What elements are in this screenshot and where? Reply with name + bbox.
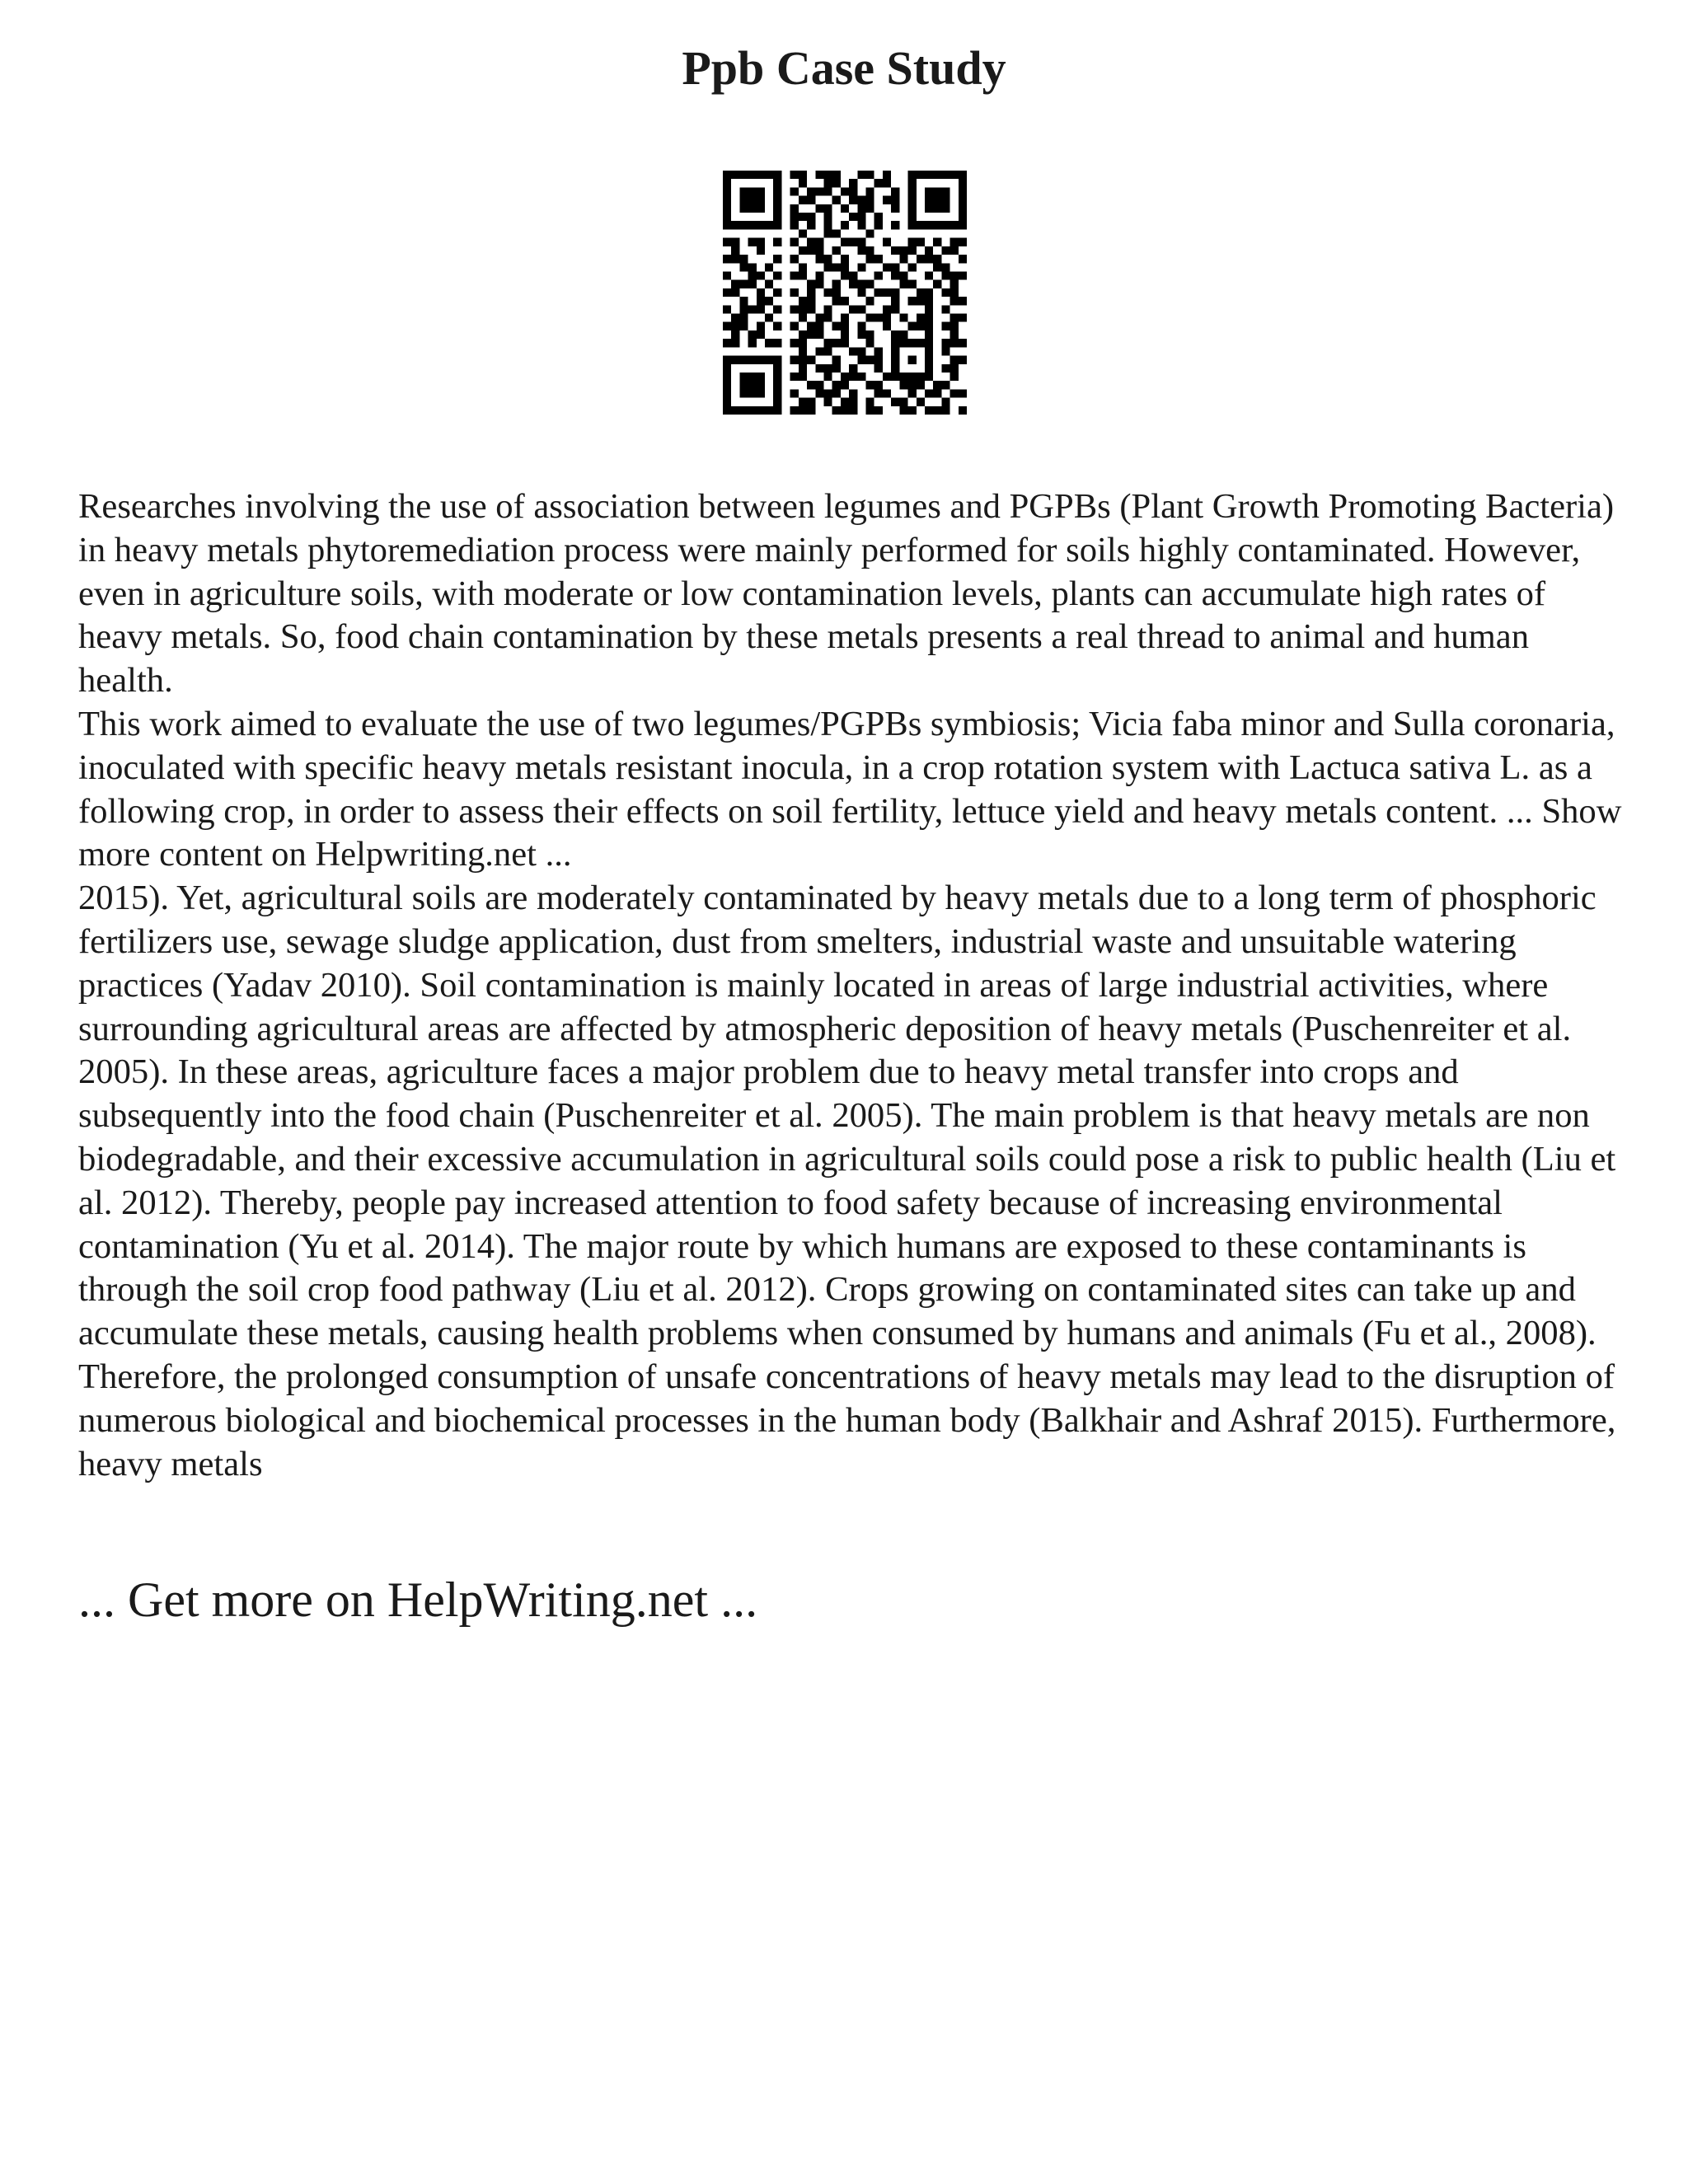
get-more-link[interactable]: ... Get more on HelpWriting.net ... (78, 1572, 758, 1627)
paragraph-intro: Researches involving the use of association between legumes and PGPBs (Plant Growth Promoting Bacteria) in heavy metals phytoremediation process were mainly performed for soils highly contaminated. However, even in agriculture soils, with moderate or low contamination levels, plants can accumulate high rates of heavy metals. So, food chain contamination by these metals presents a real thread to animal and human health. (78, 487, 1615, 701)
paragraph-aim: This work aimed to evaluate the use of two legumes/PGPBs symbiosis; Vicia faba minor and Sulla coronaria, inoculated with specific heavy metals resistant inocula, in a crop rotation system with Lactuca sativa L. as a following crop, in order to assess their effects on soil fertility, lettuce yield and heavy metals content. ... Show more content on Helpwriting.net ... (78, 704, 1622, 874)
paragraph-contamination: 2015). Yet, agricultural soils are moderately contaminated by heavy metals due to a long term of phosphoric fertilizers use, sewage sludge application, dust from smelters, industrial waste and unsuitable watering practices (Yadav 2010). Soil contamination is mainly located in areas of large industrial activities, where surrounding agricultural areas are affected by atmospheric deposition of heavy metals (Puschenreiter et al. 2005). In these areas, agriculture faces a major problem due to heavy metal transfer into crops and subsequently into the food chain (Puschenreiter et al. 2005). The main problem is that heavy metals are non biodegradable, and their excessive accumulation in agricultural soils could pose a risk to public health (Liu et al. 2012). Thereby, people pay increased attention to food safety because of increasing environmental contamination (Yu et al. 2014). The major route by which humans are exposed to these contaminants is through the soil crop food pathway (Liu et al. 2012). Crops growing on contaminated sites can take up and accumulate these metals, causing health problems when consumed by humans and animals (Fu et al., 2008). Therefore, the prolonged consumption of unsafe concentrations of heavy metals may lead to the disruption of numerous biological and biochemical processes in the human body (Balkhair and Ashraf 2015). Furthermore, heavy metals (78, 879, 1616, 1483)
qr-code-icon[interactable] (723, 171, 967, 415)
page-title: Ppb Case Study (682, 41, 1006, 95)
document-body (78, 485, 1628, 1486)
